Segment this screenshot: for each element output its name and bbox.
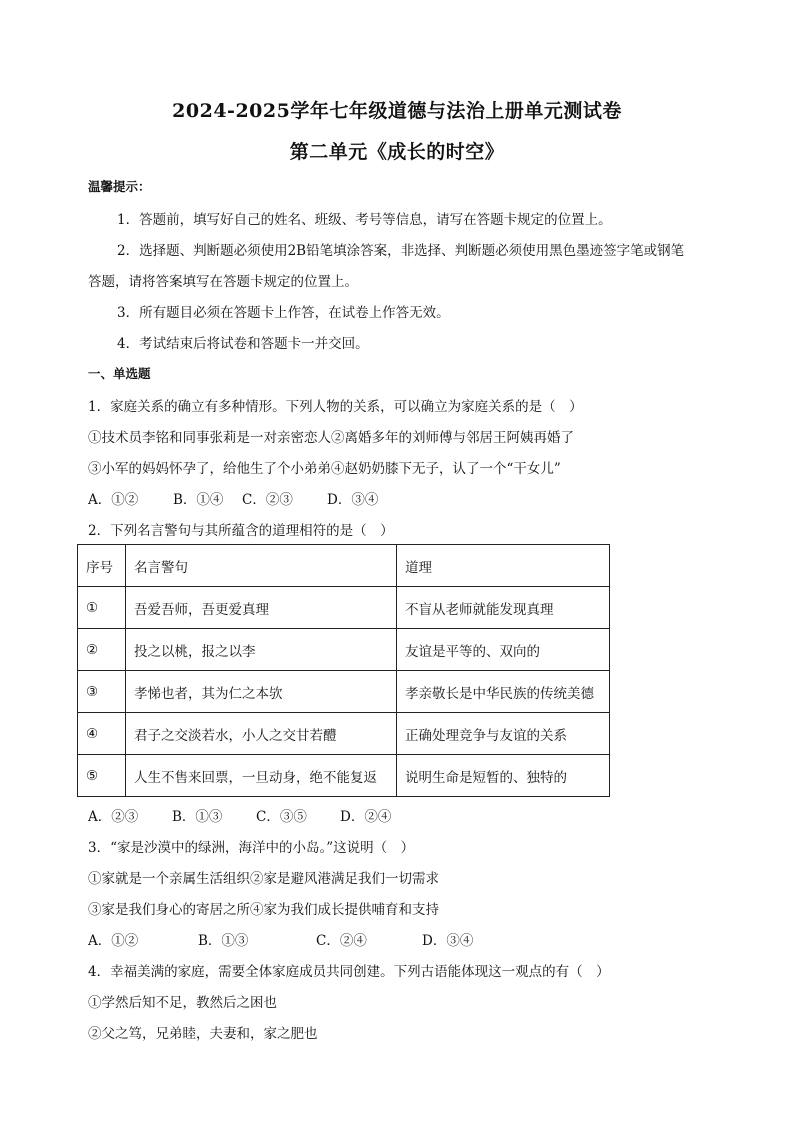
- q2-option-a[interactable]: A．②③: [88, 809, 139, 825]
- q3-option-a[interactable]: A．①②: [88, 933, 139, 949]
- row-number: ①: [78, 587, 126, 629]
- quote-cell: 人生不售来回票，一旦动身，绝不能复返: [126, 755, 397, 797]
- q1-statement-line: ①技术员李铭和同事张莉是一对亲密恋人②离婚多年的刘师傅与邻居王阿姨再婚了: [88, 430, 574, 446]
- q2-options: [88, 805, 391, 825]
- q1-statement-line: ③小军的妈妈怀孕了，给他生了个小弟弟④赵奶奶膝下无子，认了一个“干女儿”: [88, 461, 561, 477]
- q2-option-c[interactable]: C．③⑤: [256, 809, 307, 825]
- quote-cell: 投之以桃，报之以李: [126, 629, 397, 671]
- q1-option-d[interactable]: D．③④: [327, 492, 379, 508]
- q1-stem: 1．家庭关系的确立有多种情形。下列人物的关系，可以确立为家庭关系的是（ ）: [88, 399, 583, 415]
- section-heading: 一、单选题: [88, 366, 151, 381]
- column-header: 名言警句: [126, 545, 397, 587]
- row-number: ②: [78, 629, 126, 671]
- notice-item-continued: 答题，请将答案填写在答题卡规定的位置上。: [88, 274, 358, 290]
- page-title: 2024-2025学年七年级道德与法治上册单元测试卷: [172, 100, 622, 122]
- q1-option-a[interactable]: A．①②: [88, 492, 139, 508]
- q1-option-b[interactable]: B．①④: [173, 492, 224, 508]
- row-number: ④: [78, 713, 126, 755]
- q2-option-d[interactable]: D．②④: [340, 809, 392, 825]
- q3-options: [88, 929, 473, 949]
- q1-options: [88, 488, 378, 508]
- q4-statement-line: ①学然后知不足，教然后之困也: [88, 995, 277, 1011]
- meaning-cell: 孝亲敬长是中华民族的传统美德: [397, 671, 610, 713]
- q3-statement-line: ①家就是一个亲属生活组织②家是避风港满足我们一切需求: [88, 871, 439, 887]
- notice-item: 3．所有题目必须在答题卡上作答，在试卷上作答无效。: [117, 305, 450, 321]
- q4-statement-line: ②父之笃，兄弟睦，夫妻和，家之肥也: [88, 1026, 318, 1042]
- q3-option-c[interactable]: C．②④: [316, 933, 367, 949]
- column-header: 序号: [78, 545, 126, 587]
- q3-option-d[interactable]: D．③④: [422, 933, 474, 949]
- meaning-cell: 正确处理竞争与友谊的关系: [397, 713, 610, 755]
- meaning-cell: 不盲从老师就能发现真理: [397, 587, 610, 629]
- quote-cell: 君子之交淡若水，小人之交甘若醴: [126, 713, 397, 755]
- table-row: [78, 671, 610, 713]
- q2-quote-table: [77, 544, 610, 797]
- meaning-cell: 友谊是平等的、双向的: [397, 629, 610, 671]
- table-row: [78, 587, 610, 629]
- q3-option-b[interactable]: B．①③: [198, 933, 249, 949]
- notice-heading: 温馨提示：: [88, 179, 151, 194]
- q2-stem: 2．下列名言警句与其所蕴含的道理相符的是（ ）: [88, 523, 394, 539]
- quote-cell: 孝悌也者，其为仁之本欤: [126, 671, 397, 713]
- q2-option-b[interactable]: B．①③: [172, 809, 223, 825]
- table-row: [78, 755, 610, 797]
- column-header: 道理: [397, 545, 610, 587]
- table-row: [78, 629, 610, 671]
- notice-item: 1．答题前，填写好自己的姓名、班级、考号等信息，请写在答题卡规定的位置上。: [117, 212, 612, 228]
- notice-item: 2．选择题、判断题必须使用2B铅笔填涂答案，非选择、判断题必须使用黑色墨迹签字笔或钢笔: [117, 243, 685, 259]
- notice-item: 4．考试结束后将试卷和答题卡一并交回。: [117, 336, 369, 352]
- quote-cell: 吾爱吾师，吾更爱真理: [126, 587, 397, 629]
- table-row: [78, 713, 610, 755]
- row-number: ③: [78, 671, 126, 713]
- q4-stem: 4．幸福美满的家庭，需要全体家庭成员共同创建。下列古语能体现这一观点的有（ ）: [88, 964, 610, 980]
- q3-statement-line: ③家是我们身心的寄居之所④家为我们成长提供哺育和支持: [88, 902, 439, 918]
- q3-stem: 3．“家是沙漠中的绿洲，海洋中的小岛。”这说明（ ）: [88, 840, 415, 856]
- row-number: ⑤: [78, 755, 126, 797]
- table-header-row: [78, 545, 610, 587]
- meaning-cell: 说明生命是短暂的、独特的: [397, 755, 610, 797]
- page-subtitle: 第二单元《成长的时空》: [289, 141, 505, 163]
- q1-option-c[interactable]: C．②③: [242, 492, 293, 508]
